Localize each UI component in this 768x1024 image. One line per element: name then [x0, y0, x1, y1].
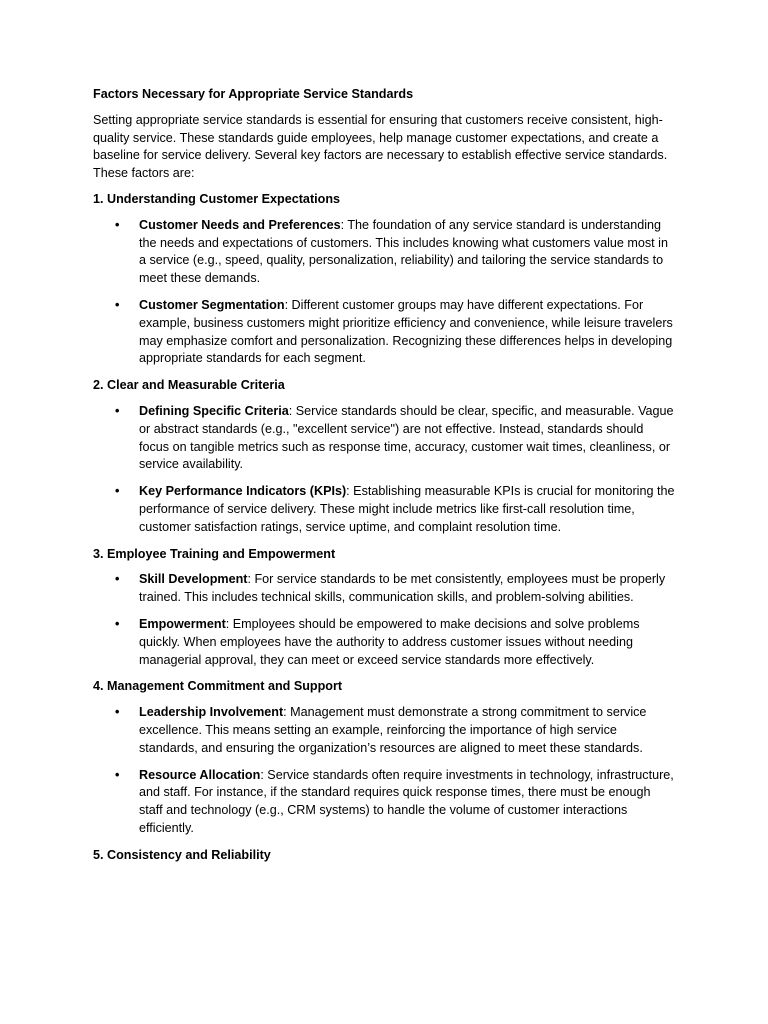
bullet-icon: •	[115, 297, 120, 312]
sections-container	[93, 191, 676, 865]
item-text: : Management must demonstrate a strong commitment to service excellence. This means setting an example, reinforcing the importance of high service standards, and ensuring the organization’s resources are aligned to meet these standards.	[139, 705, 647, 755]
item-term: Defining Specific Criteria	[139, 403, 289, 418]
document-title: Factors Necessary for Appropriate Service Standards	[93, 87, 414, 101]
item-term: Empowerment	[139, 616, 226, 631]
item-text: : Establishing measurable KPIs is crucial for monitoring the performance of service delivery. These might include metrics like first-call resolution time, customer satisfaction ratings, service uptime, and complaint resolution time.	[139, 484, 675, 534]
section-heading: 3. Employee Training and Empowerment	[93, 546, 336, 561]
item-text: : Different customer groups may have different expectations. For example, business customers might prioritize efficiency and convenience, while leisure travelers may emphasize comfort and personalization. Recognizing these differences helps in developing appropriate standards for each segment.	[139, 297, 673, 366]
bullet-icon: •	[115, 767, 120, 782]
item-text: : Employees should be empowered to make decisions and solve problems quickly. When employees have the authority to address customer issues without needing managerial approval, they can meet or exceed service standards more effectively.	[139, 616, 640, 667]
item-text: : For service standards to be met consistently, employees must be properly trained. This includes technical skills, communication skills, and problem-solving abilities.	[139, 572, 666, 605]
item-term: Skill Development	[139, 572, 248, 587]
bullet-icon: •	[115, 705, 120, 720]
item-text: : Service standards should be clear, specific, and measurable. Vague or abstract standards (e.g., "excellent service") are not effective. Instead, standards should focus on tangible metrics such as response time, accuracy, customer wait times, cleanliness, or service availability.	[139, 403, 674, 472]
bullet-list	[93, 571, 676, 669]
list-item	[93, 297, 676, 368]
bullet-list	[93, 217, 676, 368]
item-term: Customer Segmentation	[139, 297, 285, 312]
item-term: Resource Allocation	[139, 767, 261, 782]
bullet-icon: •	[115, 403, 120, 418]
section-heading: 4. Management Commitment and Support	[93, 679, 343, 694]
list-item	[93, 571, 676, 607]
item-term: Customer Needs and Preferences	[139, 217, 341, 232]
list-item	[93, 483, 676, 536]
item-text: : Service standards often require investments in technology, infrastructure, and staff. For instance, if the standard requires quick response times, there must be enough staff and technology (e.g., CRM systems) to handle the volume of customer interactions efficiently.	[139, 767, 674, 835]
bullet-list	[93, 403, 676, 537]
section-heading: 1. Understanding Customer Expectations	[93, 191, 341, 206]
section-heading: 5. Consistency and Reliability	[93, 847, 271, 862]
list-item	[93, 767, 676, 838]
bullet-icon: •	[115, 484, 120, 499]
bullet-list	[93, 704, 676, 838]
item-text: : The foundation of any service standard is understanding the needs and expectations of customers. This includes knowing what customers value most in a service (e.g., speed, quality, personalization, reliability) and tailoring the service standards to meet these demands.	[139, 217, 668, 286]
list-item	[93, 217, 676, 288]
bullet-icon: •	[115, 616, 120, 631]
bullet-icon: •	[115, 217, 120, 232]
bullet-icon: •	[115, 572, 120, 587]
intro-paragraph: Setting appropriate service standards is essential for ensuring that customers receive consistent, high-quality service. These standards guide employees, help manage customer expectations, and create a baseline for service delivery. Several key factors are necessary to establish effective service standards. These factors are:	[93, 112, 668, 181]
item-term: Leadership Involvement	[139, 705, 284, 720]
list-item	[93, 403, 676, 474]
section-heading: 2. Clear and Measurable Criteria	[93, 378, 285, 393]
list-item	[93, 616, 676, 669]
item-term: Key Performance Indicators (KPIs)	[139, 484, 347, 499]
list-item	[93, 704, 676, 757]
